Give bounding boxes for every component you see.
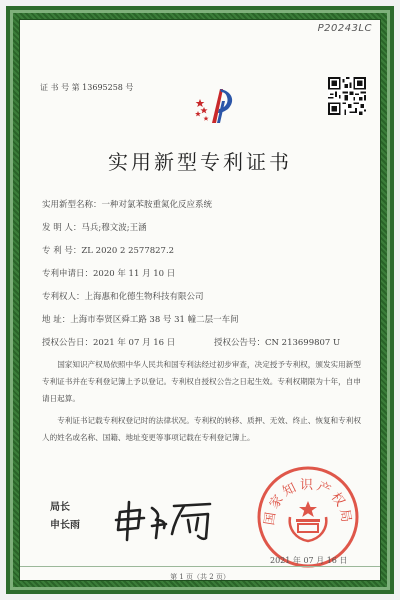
certificate-frame xyxy=(6,6,394,594)
frame-border-pattern xyxy=(10,10,390,590)
director-name: 申长雨 xyxy=(50,520,80,531)
cnipa-logo-icon xyxy=(192,83,240,131)
field-grant-date xyxy=(42,336,175,348)
address-label: 地 址： xyxy=(42,315,71,325)
handwritten-signature-icon xyxy=(112,498,222,544)
seal-date: 2021 年 07 月 16 日 xyxy=(270,556,348,565)
seal-text: 国家知识产权局 xyxy=(262,478,354,527)
patentee-value: 上海惠和化德生物科技有限公司 xyxy=(84,292,204,302)
qr-code-icon[interactable] xyxy=(328,77,366,115)
official-seal-icon xyxy=(256,465,360,569)
certificate-title: 实用新型专利证书 xyxy=(108,150,292,174)
field-patent-number xyxy=(42,244,174,256)
filing-date-value: 2020 年 11 月 10 日 xyxy=(93,269,176,279)
certificate-paper xyxy=(19,19,381,581)
address-value: 上海市奉贤区舜工路 38 号 31 幢二层一车间 xyxy=(70,315,239,325)
body-paragraph-2: 专利证书记载专利权登记时的法律状况。专利权的转移、质押、无效、终止、恢复和专利权人的姓名或名称、国籍、地址变更等事项记载在专利登记簿上。 xyxy=(42,416,361,442)
grant-date-value: 2021 年 07 月 16 日 xyxy=(93,338,176,348)
field-address xyxy=(42,313,239,325)
name-label: 实用新型名称： xyxy=(42,200,102,210)
inventor-label: 发 明 人： xyxy=(42,223,82,233)
name-value: 一种对氯苯胺重氮化反应系统 xyxy=(101,200,213,210)
body-paragraph-1: 国家知识产权局依照中华人民共和国专利法经过初步审查，决定授予专利权，颁发实用新型专利证书并在专利登记簿上予以登记。专利权自授权公告之日起生效。专利权期限为十年，自申请日起算。 xyxy=(42,360,361,403)
patent-number-value: ZL 2020 2 2577827.2 xyxy=(81,246,175,256)
grant-number-value: CN 213699807 U xyxy=(265,338,341,348)
inventor-value: 马兵;穆文波;王涵 xyxy=(81,223,147,233)
director-title: 局长 xyxy=(50,502,70,513)
footer-divider xyxy=(20,566,380,567)
grant-date-label: 授权公告日： xyxy=(42,338,94,348)
filing-date-label: 专利申请日： xyxy=(42,269,94,279)
field-inventor xyxy=(42,221,147,233)
certificate-number: 证 书 号 第 13695258 号 xyxy=(40,83,134,92)
patentee-label: 专利权人： xyxy=(42,292,85,302)
field-utility-model-name xyxy=(42,198,212,210)
handwritten-note: P20243LC xyxy=(317,23,372,34)
field-grant-number xyxy=(214,336,340,348)
page-number: 第 1 页（共 2 页） xyxy=(170,573,230,581)
patent-number-label: 专 利 号： xyxy=(42,246,82,256)
grant-number-label: 授权公告号： xyxy=(214,338,266,348)
field-filing-date xyxy=(42,267,175,279)
field-patentee xyxy=(42,290,204,302)
